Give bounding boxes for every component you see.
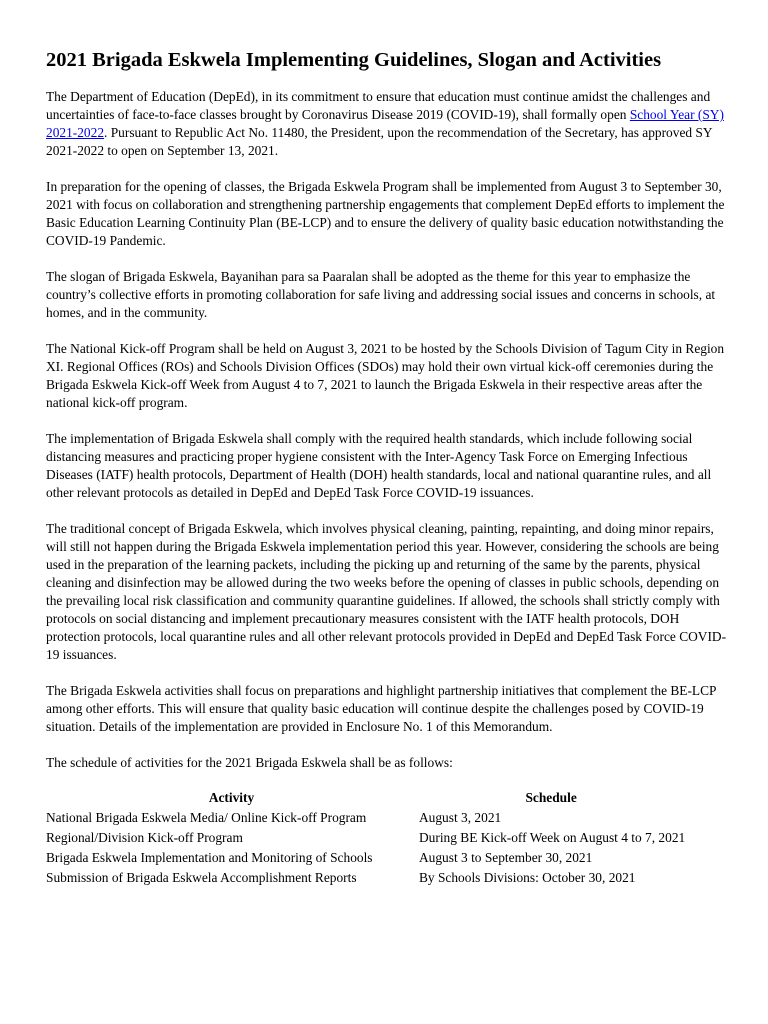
- paragraph-traditional-concept: The traditional concept of Brigada Eskwela, which involves physical cleaning, painting, repainting, and doing minor repairs, will still not happen during the Brigada Eskwela implementation period this year. However, considering the schools are being used in the preparation of the learning packets, including the picking up and returning of the same by the parents, physical cleaning and disinfection may be allowed during the two weeks before the opening of classes in public schools, depending on the prevailing local risk classification and community quarantine guidelines. If allowed, the schools shall strictly comply with protocols on social distancing and implement precautionary measures consistent with the IATF health protocols, DOH protection protocols, local quarantine rules and all other relevant protocols provided in DepEd and DepEd Task Force COVID-19 issuances.: [46, 521, 727, 662]
- paragraph-slogan: The slogan of Brigada Eskwela, Bayanihan para sa Paaralan shall be adopted as the theme for this year to emphasize the country’s collective efforts in promoting collaboration for safe living and addressing social issues and concerns in schools, at homes, and in the community.: [46, 269, 716, 320]
- header-activity: Activity: [208, 790, 255, 805]
- table-row: [46, 848, 685, 868]
- header-schedule: Schedule: [525, 790, 577, 805]
- paragraph-activities-focus: The Brigada Eskwela activities shall focus on preparations and highlight partnership initiatives that complement the BE-LCP among other efforts. This will ensure that quality basic education will continue despite the challenges posed by COVID-19 situation. Details of the implementation are provided in Enclosure No. 1 of this Memorandum.: [46, 683, 716, 734]
- activity-cell: National Brigada Eskwela Media/ Online Kick-off Program: [46, 810, 367, 825]
- table-row: [46, 808, 685, 828]
- paragraph-intro-text-after: . Pursuant to Republic Act No. 11480, the President, upon the recommendation of the Secretary, has approved SY 2021-2022 to open on September 13, 2021.: [46, 125, 713, 158]
- paragraph-intro: [46, 88, 728, 160]
- paragraph-kickoff: The National Kick-off Program shall be held on August 3, 2021 to be hosted by the Schools Division of Tagum City in Region XI. Regional Offices (ROs) and Schools Division Offices (SDOs) may hold their own virtual kick-off ceremonies during the Brigada Eskwela Kick-off Week from August 4 to 7, 2021 to launch the Brigada Eskwela in their respective areas after the national kick-off program.: [46, 341, 725, 410]
- table-row: [46, 868, 685, 888]
- page-title: 2021 Brigada Eskwela Implementing Guidelines, Slogan and Activities: [46, 49, 662, 71]
- paragraph-schedule-intro: The schedule of activities for the 2021 Brigada Eskwela shall be as follows:: [46, 755, 453, 770]
- paragraph-health-standards: The implementation of Brigada Eskwela shall comply with the required health standards, which include following social distancing measures and practicing proper hygiene consistent with the Inter-Agency Task Force on Emerging Infectious Diseases (IATF) health protocols, Department of Health (DOH) health standards, local and national quarantine rules, and all other relevant protocols as detailed in DepEd and DepEd Task Force COVID-19 issuances.: [46, 431, 712, 500]
- schedule-table: [46, 788, 685, 888]
- schedule-cell: During BE Kick-off Week on August 4 to 7, 2021: [419, 830, 686, 845]
- paragraph-preparation: In preparation for the opening of classes, the Brigada Eskwela Program shall be implemented from August 3 to September 30, 2021 with focus on collaboration and strengthening partnership engagements that complement DepEd efforts to implement the Basic Education Learning Continuity Plan (BE-LCP) and to ensure the delivery of quality basic education notwithstanding the COVID-19 Pandemic.: [46, 179, 725, 248]
- activity-cell: Submission of Brigada Eskwela Accomplishment Reports: [46, 870, 357, 885]
- table-row: [46, 828, 685, 848]
- school-year-link[interactable]: School Year (SY) 2021-2022: [46, 107, 724, 140]
- activity-cell: Brigada Eskwela Implementation and Monitoring of Schools: [46, 850, 373, 865]
- schedule-cell: August 3, 2021: [419, 810, 502, 825]
- activity-cell: Regional/Division Kick-off Program: [46, 830, 243, 845]
- schedule-table-header-row: [46, 788, 685, 808]
- paragraph-intro-text-before: The Department of Education (DepEd), in its commitment to ensure that education must continue amidst the challenges and uncertainties of face-to-face classes brought by Coronavirus Disease 2019 (COVID-19), shall formally open: [46, 89, 711, 122]
- schedule-cell: August 3 to September 30, 2021: [419, 850, 593, 865]
- schedule-cell: By Schools Divisions: October 30, 2021: [419, 870, 636, 885]
